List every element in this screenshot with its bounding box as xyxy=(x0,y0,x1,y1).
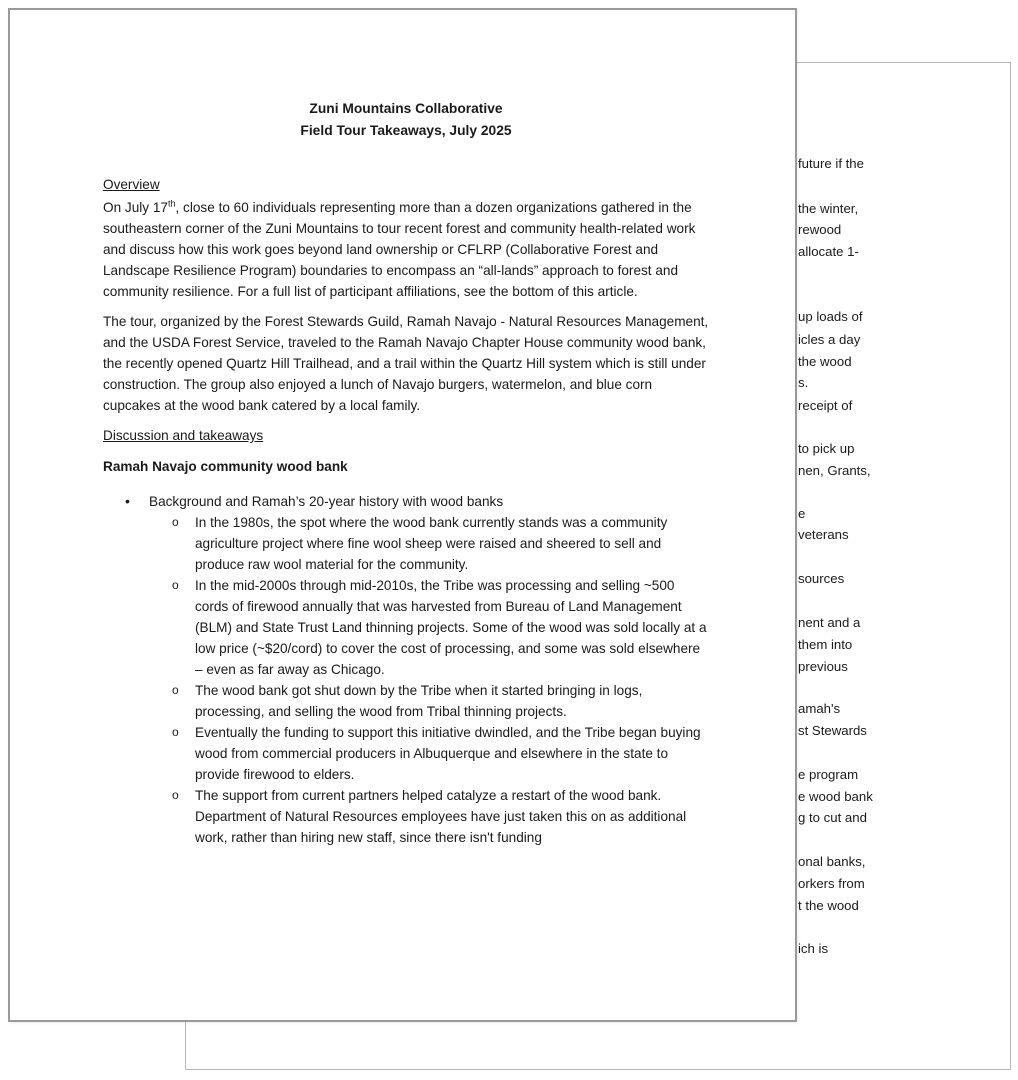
back-page-line: rewood xyxy=(798,222,842,237)
back-page-line: e xyxy=(798,506,806,521)
sub-list-item xyxy=(103,512,709,575)
wood-bank-heading: Ramah Navajo community wood bank xyxy=(103,459,348,474)
bullet-list xyxy=(103,491,709,848)
back-page-line: allocate 1- xyxy=(798,244,859,259)
back-page-line: previous xyxy=(798,659,848,674)
back-page-line: onal banks, xyxy=(798,854,866,869)
back-page-line: g to cut and xyxy=(798,810,867,825)
back-page-line: e program xyxy=(798,767,859,782)
title-line-1: Zuni Mountains Collaborative xyxy=(309,101,503,116)
back-page-line: st Stewards xyxy=(798,723,867,738)
sub-bullet-symbol: o xyxy=(172,578,179,592)
sub-bullet-symbol: o xyxy=(172,725,179,739)
sub-bullet-list xyxy=(149,512,709,848)
back-page-line: future if the xyxy=(798,156,864,171)
sub-list-item xyxy=(103,680,709,722)
sub-list-item-text: The wood bank got shut down by the Tribe when it started bringing in logs, processing, and selling the wood from Tribal thinning projects. xyxy=(195,683,643,719)
back-page-line: receipt of xyxy=(798,398,853,413)
sub-list-item xyxy=(103,722,709,785)
back-page-line: veterans xyxy=(798,527,849,542)
back-page-line: them into xyxy=(798,637,853,652)
sub-list-item-text: Eventually the funding to support this initiative dwindled, and the Tribe began buying wood from commercial producers in Albuquerque and elsewhere in the state to provide firewood to elders. xyxy=(195,725,701,782)
back-page-line: to pick up xyxy=(798,441,855,456)
back-page-line: s. xyxy=(798,375,809,390)
sub-list-item-text: In the mid-2000s through mid-2010s, the Tribe was processing and selling ~500 cords of firewood annually that was harvested from Bureau of Land Management (BLM) and State Trust Land thinning projects. Some of the wood was sold locally at a low price (~$20/cord) to cover the cost of processing, and some was sold elsewhere – even as far away as Chicago. xyxy=(195,578,707,677)
back-page-line: orkers from xyxy=(798,876,865,891)
document-body xyxy=(103,98,709,848)
back-page-line: nent and a xyxy=(798,615,861,630)
discussion-heading: Discussion and takeaways xyxy=(103,428,264,443)
overview-paragraph-1 xyxy=(103,197,709,302)
back-page-line: e wood bank xyxy=(798,789,873,804)
sub-list-item xyxy=(103,575,709,680)
overview-p1-sup: th xyxy=(167,198,176,209)
back-page-line: t the wood xyxy=(798,898,859,913)
back-page-line: ich is xyxy=(798,941,829,956)
back-page-line: the winter, xyxy=(798,201,859,216)
list-item xyxy=(103,491,709,848)
back-page-line: the wood xyxy=(798,354,852,369)
list-item-text: Background and Ramah’s 20-year history with wood banks xyxy=(149,494,504,509)
overview-heading: Overview xyxy=(103,177,160,192)
overview-paragraph-2: The tour, organized by the Forest Stewards Guild, Ramah Navajo - Natural Resources Management, and the USDA Forest Service, traveled to the Ramah Navajo Chapter House community wood bank, the recently opened Quartz Hill Trailhead, and a trail within the Quartz Hill system which is still under construction. The group also enjoyed a lunch of Navajo burgers, watermelon, and blue corn cupcakes at the wood bank catered by a local family. xyxy=(103,314,709,413)
sub-list-item xyxy=(103,785,709,848)
sub-bullet-symbol: o xyxy=(172,788,179,802)
overview-p1-rest: , close to 60 individuals representing more than a dozen organizations gathered in the southeastern corner of the Zuni Mountains to tour recent forest and community health-related work and discuss how this work goes beyond land ownership or CFLRP (Collaborative Forest and Landscape Resilience Program) boundaries to encompass an “all-lands” approach to forest and community resilience. For a full list of participant affiliations, see the bottom of this article. xyxy=(103,200,696,299)
back-page-line: amah's xyxy=(798,701,841,716)
overview-p1-start: On July 17 xyxy=(103,200,168,215)
back-page-line: up loads of xyxy=(798,309,863,324)
front-page xyxy=(8,8,797,1022)
sub-list-item-text: The support from current partners helped catalyze a restart of the wood bank. Department of Natural Resources employees have just taken this on as additional work, rather than hiring new staff, since there isn't funding xyxy=(195,788,687,845)
title-line-2: Field Tour Takeaways, July 2025 xyxy=(300,122,512,138)
back-page-line: nen, Grants, xyxy=(798,463,871,478)
sub-bullet-symbol: o xyxy=(172,683,179,697)
bullet-symbol: • xyxy=(125,493,130,509)
sub-bullet-symbol: o xyxy=(172,515,179,529)
back-page-line: sources xyxy=(798,571,845,586)
back-page-line: icles a day xyxy=(798,332,861,347)
sub-list-item-text: In the 1980s, the spot where the wood bank currently stands was a community agriculture project where fine wool sheep were raised and sheered to sell and produce raw wool material for the community. xyxy=(195,515,668,572)
document-title xyxy=(103,98,709,141)
